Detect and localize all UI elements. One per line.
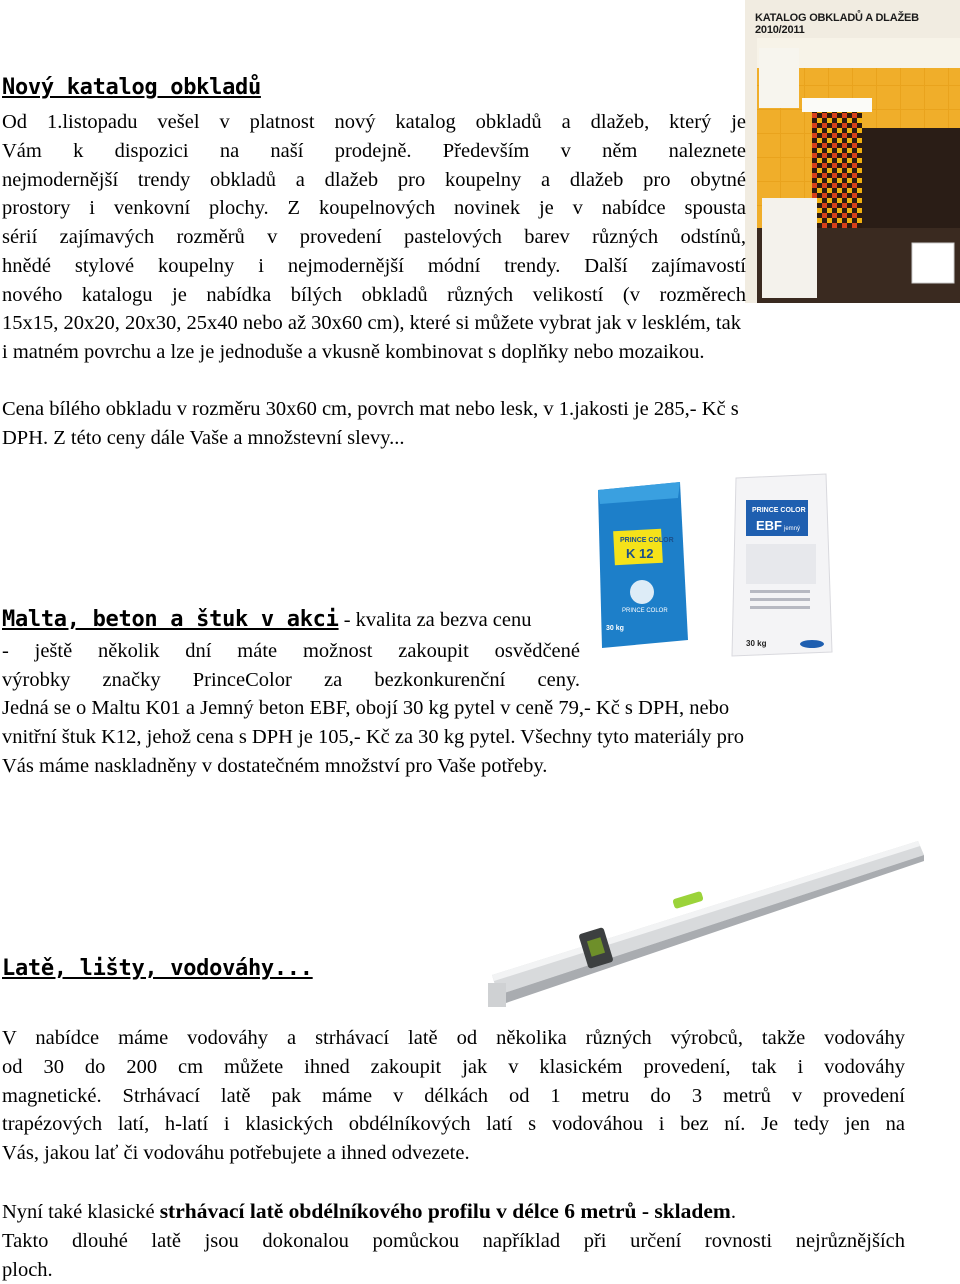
malta-paragraph-narrow bbox=[2, 637, 580, 695]
text-line: nejmodernější trendy obkladů a dlažeb pro koupelny a dlažeb pro obytné bbox=[2, 168, 746, 191]
catalog-paragraph bbox=[2, 108, 746, 310]
text-line: V nabídce máme vodováhy a strhávací latě od několika různých výrobců, takže vodováhy bbox=[2, 1027, 905, 1049]
para2-bold: strhávací latě obdélníkového profilu v délce 6 metrů - skladem bbox=[159, 1199, 731, 1223]
text-line: trapézových latí, h-latí i klasických obdélníkových latí s vodováhou i bez ní. Je tedy jen na bbox=[2, 1113, 905, 1136]
late-paragraph bbox=[2, 1024, 905, 1168]
text-line: Cena bílého obkladu v rozměru 30x60 cm, povrch mat nebo lesk, v 1.jakosti je 285,- Kč s bbox=[2, 398, 739, 420]
text-line: Vám k dispozici na naší prodejně. Především v něm naleznete bbox=[2, 139, 746, 162]
bag-ebf-weight: 30 kg bbox=[746, 639, 767, 648]
bag-ebf-illustration bbox=[726, 470, 836, 660]
text-line: sérií zajímavých rozměrů v provedení pastelových barev různých odstínů, bbox=[2, 226, 746, 249]
text-line: Takto dlouhé latě jsou dokonalou pomůckou například při určení rovnosti nejrůznějších bbox=[2, 1229, 905, 1252]
bag-k12-footer: PRINCE COLOR bbox=[622, 608, 668, 614]
text-line: Jedná se o Maltu K01 a Jemný beton EBF, obojí 30 kg pytel v ceně 79,- Kč s DPH, nebo bbox=[2, 697, 730, 719]
bag-k12-brand: PRINCE COLOR bbox=[620, 537, 674, 544]
para2-prefix: Nyní také klasické bbox=[2, 1201, 160, 1223]
text-line: Vás, jakou lať či vodováhu potřebujete a ihned odvezete. bbox=[2, 1142, 470, 1165]
text-line: i matném povrchu a lze je jednoduše a vkusně kombinovat s doplňky nebo mozaikou. bbox=[2, 340, 705, 363]
para2-rest: . bbox=[730, 1201, 736, 1223]
catalog-paragraph-cont bbox=[2, 309, 907, 367]
heading-malta-suffix: - kvalita za bezva cenu bbox=[338, 609, 532, 631]
text-line: Od 1.listopadu vešel v platnost nový katalog obkladů a dlažeb, který je bbox=[2, 111, 746, 133]
text-line: Vás máme naskladněny v dostatečném množství pro Vaše potřeby. bbox=[2, 754, 548, 777]
bag-k12-illustration bbox=[592, 480, 692, 650]
price-paragraph bbox=[2, 395, 922, 453]
malta-paragraph bbox=[2, 694, 922, 780]
text-line: nového katalogu je nabídka bílých obkladů různých velikostí (v rozměrech bbox=[2, 283, 746, 306]
spirit-level-image bbox=[488, 835, 928, 1010]
text-line: - ještě několik dní máte možnost zakoupit osvědčené bbox=[2, 640, 580, 662]
text-line: výrobky značky PrinceColor za bezkonkurenční ceny. bbox=[2, 668, 580, 691]
bathroom-illustration bbox=[757, 38, 960, 303]
text-line: 15x15, 20x20, 20x30, 25x40 nebo až 30x60 cm), které si můžete vybrat jak v lesklém, tak bbox=[2, 312, 741, 334]
bag-ebf-subtitle: jemný bbox=[784, 526, 801, 532]
text-line: DPH. Z této ceny dále Vaše a množstevní slevy... bbox=[2, 426, 405, 449]
text-line bbox=[2, 1197, 905, 1227]
text-line: magnetické. Strhávací latě pak máme v délkách od 1 metru do 3 metrů v provedení bbox=[2, 1084, 905, 1107]
bag-ebf-image bbox=[726, 470, 836, 660]
bag-k12-weight: 30 kg bbox=[606, 625, 624, 632]
heading-new-catalog: Nový katalog obkladů bbox=[2, 75, 261, 100]
bag-k12-image bbox=[592, 480, 692, 650]
bag-ebf-brand: PRINCE COLOR bbox=[752, 507, 806, 514]
bag-ebf-code: EBF bbox=[756, 518, 782, 533]
text-line: prostory i venkovní plochy. Z koupelnových novinek je v nabídce spousta bbox=[2, 197, 746, 220]
text-line: vnitřní štuk K12, jehož cena s DPH je 105,- Kč za 30 kg pytel. Všechny tyto materiály pro bbox=[2, 725, 745, 748]
six-meter-paragraph bbox=[2, 1197, 905, 1284]
catalog-cover-image bbox=[745, 0, 960, 303]
text-line: hnědé stylové koupelny i nejmodernější módní trendy. Další zajímavostí bbox=[2, 254, 746, 277]
bathroom-photo bbox=[757, 38, 960, 303]
spirit-level-illustration bbox=[488, 835, 928, 1010]
malta-heading-line bbox=[2, 606, 580, 635]
text-line: ploch. bbox=[2, 1258, 53, 1281]
bag-k12-code: K 12 bbox=[626, 546, 654, 561]
heading-late-listy: Latě, lišty, vodováhy... bbox=[2, 956, 313, 981]
heading-malta-beton: Malta, beton a štuk v akci bbox=[2, 607, 339, 632]
text-line: od 30 do 200 cm můžete ihned zakoupit jak v klasickém provedení, tak i vodováhy bbox=[2, 1055, 905, 1078]
catalog-cover-title: KATALOG OBKLADŮ A DLAŽEB 2010/2011 bbox=[755, 12, 919, 36]
